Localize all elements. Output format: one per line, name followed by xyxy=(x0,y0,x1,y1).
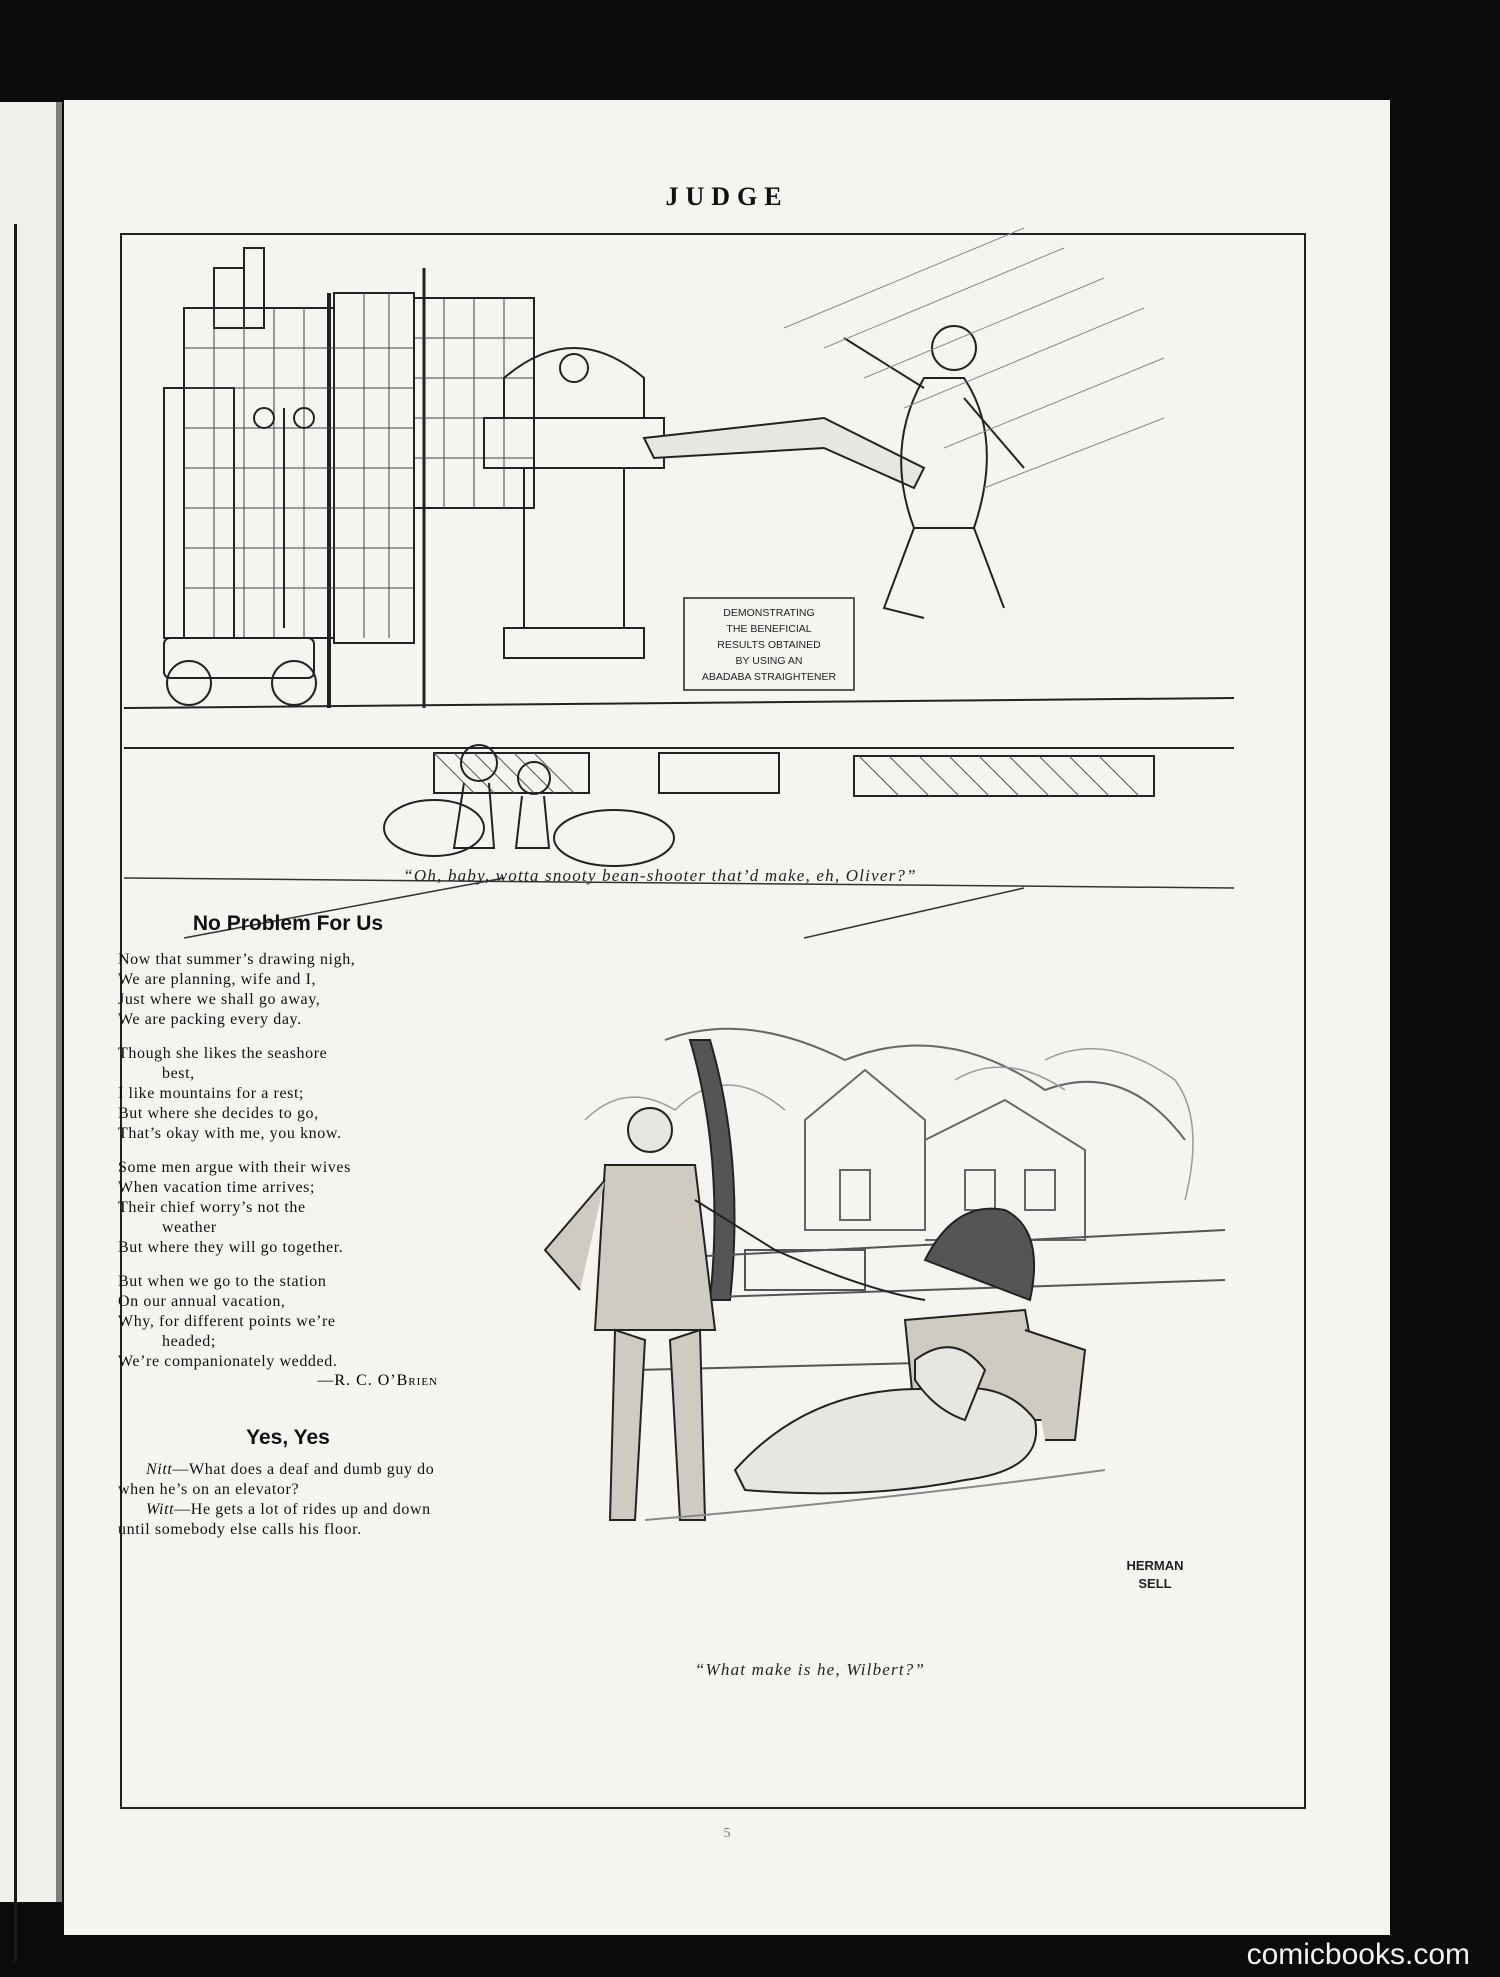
poem-line: We are packing every day. xyxy=(118,1011,302,1028)
sign-line: ABADABA STRAIGHTENER xyxy=(701,671,837,683)
poem-line: We are planning, wife and I, xyxy=(118,971,317,988)
top-cartoon-illustration xyxy=(124,188,1234,958)
poem-line: Just where we shall go away, xyxy=(118,991,321,1008)
artist-signature-line: SELL xyxy=(1138,1576,1172,1591)
poem-line: Though she likes the seashore xyxy=(118,1045,328,1062)
joke-question-speaker: Nitt xyxy=(146,1461,173,1478)
poem-author xyxy=(118,1372,458,1390)
poem-line: best, xyxy=(162,1065,195,1082)
poem-line: But where she decides to go, xyxy=(118,1105,319,1122)
joke-answer xyxy=(118,1500,458,1540)
adjacent-page-edge xyxy=(0,102,62,1902)
sign-line: DEMONSTRATING xyxy=(723,607,815,619)
poem-author-surname: Brien xyxy=(396,1372,438,1389)
bottom-cartoon-illustration xyxy=(485,1000,1235,1690)
sign-line: BY USING AN xyxy=(735,655,803,667)
joke-question-text: —What does a deaf and dumb guy do when he’s on an elevator? xyxy=(118,1461,435,1498)
joke-answer-speaker: Witt xyxy=(146,1501,175,1518)
joke-body xyxy=(118,1460,458,1540)
poem-stanza xyxy=(118,1044,458,1144)
page-number: 5 xyxy=(723,1826,731,1841)
poem-line: When vacation time arrives; xyxy=(118,1179,316,1196)
poem-line: That’s okay with me, you know. xyxy=(118,1125,342,1142)
joke-question xyxy=(118,1460,458,1500)
sign-line: THE BENEFICIAL xyxy=(726,623,812,635)
bottom-cartoon-caption: “What make is he, Wilbert?” xyxy=(694,1660,926,1679)
poem-stanza xyxy=(118,1158,458,1258)
poem-line: On our annual vacation, xyxy=(118,1293,286,1310)
joke-title: Yes, Yes xyxy=(246,1426,330,1449)
poem-stanza xyxy=(118,950,458,1030)
top-cartoon-caption: “Oh, baby, wotta snooty bean-shooter that’d make, eh, Oliver?” xyxy=(403,866,917,885)
magazine-title: JUDGE xyxy=(665,182,789,211)
poem-line: But when we go to the station xyxy=(118,1273,327,1290)
poem-line: Their chief worry’s not the xyxy=(118,1199,306,1216)
poem-line: We’re companionately wedded. xyxy=(118,1353,338,1370)
adjacent-page-rule xyxy=(0,224,17,1962)
poem-column xyxy=(118,912,458,1540)
watermark: comicbooks.com xyxy=(1246,1938,1470,1971)
poem-line: Why, for different points we’re xyxy=(118,1313,336,1330)
poem-line: I like mountains for a rest; xyxy=(118,1085,305,1102)
poem-line: headed; xyxy=(162,1333,216,1350)
artist-signature-line: HERMAN xyxy=(1126,1558,1184,1573)
sign-line: RESULTS OBTAINED xyxy=(717,639,821,651)
poem-stanza xyxy=(118,1272,458,1372)
poem-line: Now that summer’s drawing nigh, xyxy=(118,951,356,968)
poem-title: No Problem For Us xyxy=(192,912,384,935)
joke-answer-text: —He gets a lot of rides up and down until somebody else calls his floor. xyxy=(118,1501,431,1538)
poem-line: weather xyxy=(162,1219,217,1236)
poem-line: Some men argue with their wives xyxy=(118,1159,351,1176)
page-gutter-shadow xyxy=(56,102,62,1902)
poem-author-prefix: —R. C. O’ xyxy=(317,1372,397,1389)
poem-line: But where they will go together. xyxy=(118,1239,344,1256)
